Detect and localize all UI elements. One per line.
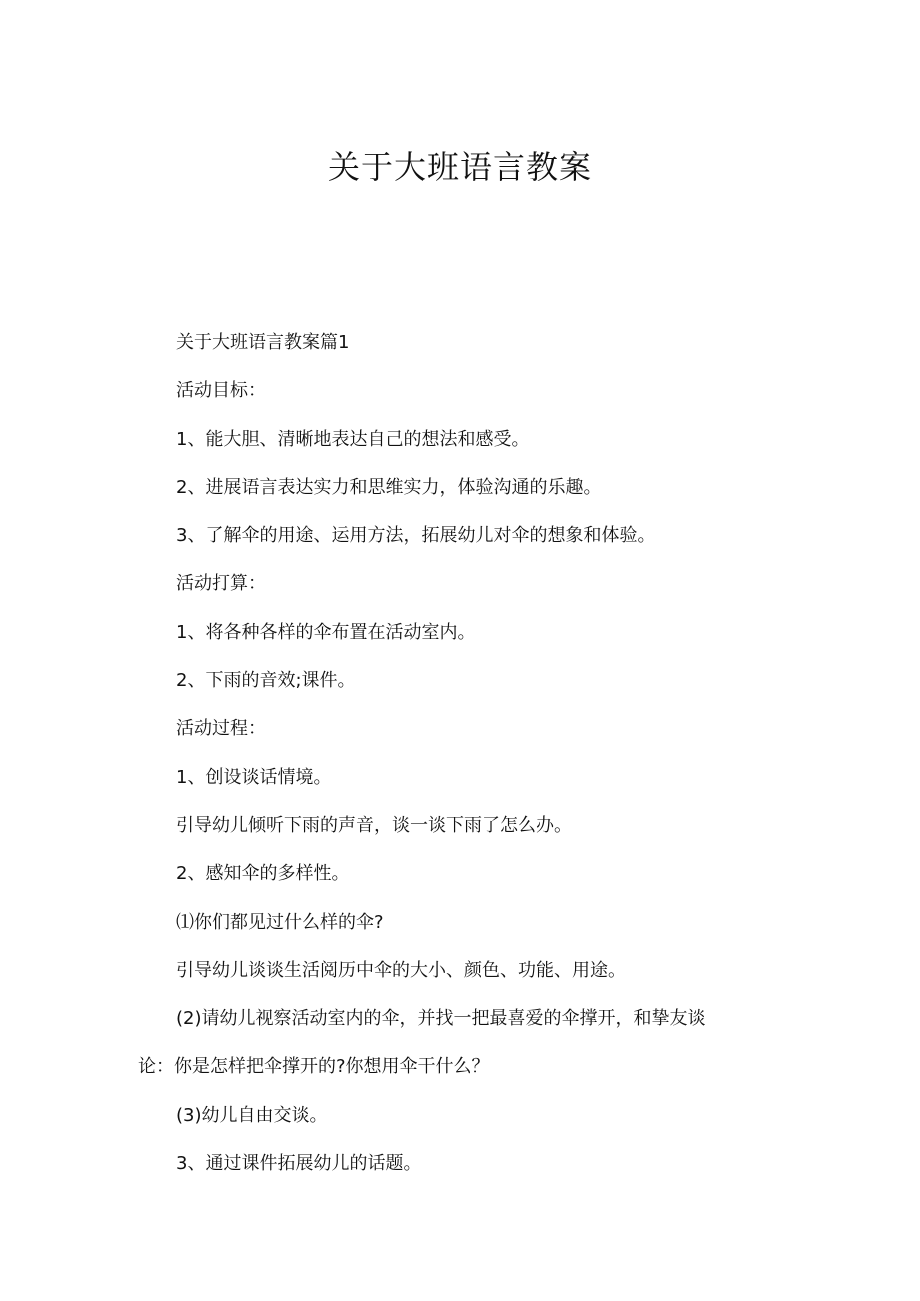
- paragraph-preparation-2: 2、下雨的音效;课件。: [176, 670, 356, 692]
- paragraph-process-2-q1-detail: 引导幼儿谈谈生活阅历中伞的大小、颜色、功能、用途。: [176, 959, 626, 981]
- paragraph-process-1: 1、创设谈话情境。: [176, 766, 332, 788]
- paragraph-process-3: 3、通过课件拓展幼儿的话题。: [176, 1153, 422, 1175]
- paragraph-process-2-q3: (3)幼儿自由交谈。: [176, 1104, 328, 1126]
- paragraph-process-heading: 活动过程：: [176, 718, 266, 740]
- paragraph-process-2-q2-line1: (2)请幼儿视察活动室内的伞，并找一把最喜爱的伞撑开，和挚友谈: [176, 1008, 706, 1030]
- document-body: [138, 325, 778, 1194]
- paragraph-process-2: 2、感知伞的多样性。: [176, 863, 350, 885]
- paragraph-preparation-1: 1、将各种各样的伞布置在活动室内。: [176, 621, 476, 643]
- paragraph-goal-1: 1、能大胆、清晰地表达自己的想法和感受。: [176, 428, 530, 450]
- paragraph-preparation-heading: 活动打算：: [176, 573, 266, 595]
- paragraph-activity-goals-heading: 活动目标：: [176, 380, 266, 402]
- document-title: 关于大班语言教案: [327, 148, 592, 186]
- paragraph-process-2-q1: ⑴你们都见过什么样的伞?: [176, 911, 384, 933]
- paragraph-process-2-q2-line2: 论：你是怎样把伞撑开的?你想用伞干什么？: [138, 1056, 490, 1078]
- section-heading: 关于大班语言教案篇1: [176, 332, 350, 353]
- paragraph-goal-2: 2、进展语言表达实力和思维实力，体验沟通的乐趣。: [176, 476, 602, 498]
- paragraph-process-1-detail: 引导幼儿倾听下雨的声音，谈一谈下雨了怎么办。: [176, 814, 572, 836]
- paragraph-goal-3: 3、了解伞的用途、运用方法，拓展幼儿对伞的想象和体验。: [176, 525, 656, 547]
